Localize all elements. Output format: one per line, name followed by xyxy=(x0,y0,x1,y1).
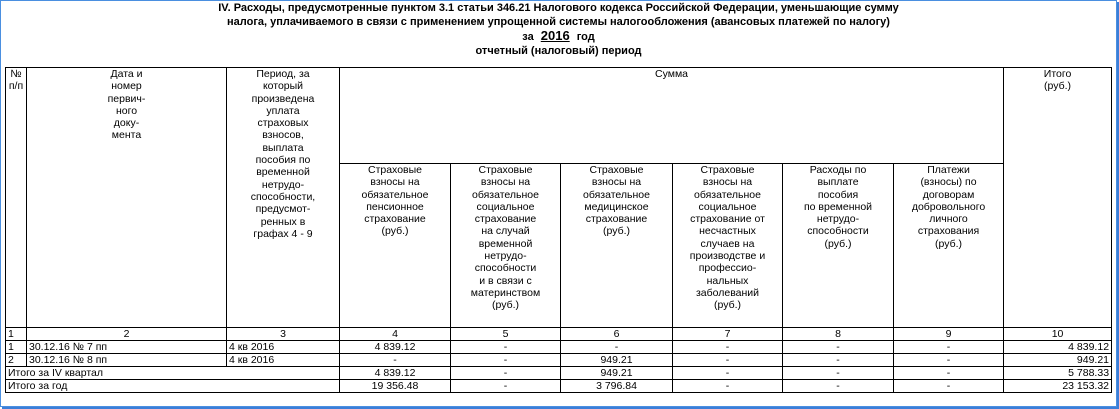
heading-line-2: налога, уплачиваемого в связи с применением упрощенной системы налогообложения (авансовых платежей по налогу) xyxy=(227,15,890,28)
row-period: 4 кв 2016 xyxy=(227,354,340,367)
column-number: 7 xyxy=(673,328,783,341)
year-suffix: год xyxy=(576,31,595,43)
header-period: Период, за который произведена уплата страховых взносов, выплата пособия по временной нетрудо- способности, предусмот- ренных в графах 4 - 9 xyxy=(227,68,340,328)
quarter-total-row xyxy=(6,367,1112,380)
column-number: 9 xyxy=(894,328,1004,341)
header-voluntary-insurance: Платежи (взносы) по договорам добровольного личного страхования (руб.) xyxy=(894,164,1004,328)
row-accident: - xyxy=(673,341,783,354)
row-total: 949.21 xyxy=(1004,354,1112,367)
header-sum: Сумма xyxy=(340,68,1004,164)
column-number: 3 xyxy=(227,328,340,341)
row-pension: 4 839.12 xyxy=(340,341,451,354)
row-voluntary: - xyxy=(894,341,1004,354)
column-number: 4 xyxy=(340,328,451,341)
row-pension: - xyxy=(340,354,451,367)
year-medical: 3 796.84 xyxy=(561,380,673,393)
heading-line-1: IV. Расходы, предусмотренные пунктом 3.1 статьи 346.21 Налогового кодекса Российской Федерации, уменьшающие сумму xyxy=(218,2,899,14)
expenses-table xyxy=(5,67,1112,393)
column-number: 8 xyxy=(783,328,894,341)
quarter-social: - xyxy=(451,367,561,380)
column-number: 5 xyxy=(451,328,561,341)
row-medical: - xyxy=(561,341,673,354)
header-doc-date: Дата и номер первич- ного доку- мента xyxy=(27,68,227,328)
table-row xyxy=(6,354,1112,367)
year-social: - xyxy=(451,380,561,393)
quarter-medical: 949.21 xyxy=(561,367,673,380)
column-number: 6 xyxy=(561,328,673,341)
column-number: 1 xyxy=(6,328,27,341)
column-number: 10 xyxy=(1004,328,1112,341)
year-voluntary: - xyxy=(894,380,1004,393)
row-num: 1 xyxy=(6,341,27,354)
column-number-row xyxy=(6,328,1112,341)
header-num: № п/п xyxy=(6,68,27,328)
year-accident: - xyxy=(673,380,783,393)
quarter-accident: - xyxy=(673,367,783,380)
row-social: - xyxy=(451,354,561,367)
header-medical: Страховые взносы на обязательное медицинское страхование (руб.) xyxy=(561,164,673,328)
row-doc: 30.12.16 № 7 пп xyxy=(27,341,227,354)
row-sick-benefit: - xyxy=(783,341,894,354)
header-accident: Страховые взносы на обязательное социальное страхование от несчастных случаев на производстве и профессио- нальных заболеваний (руб.) xyxy=(673,164,783,328)
quarter-pension: 4 839.12 xyxy=(340,367,451,380)
heading-year-line xyxy=(0,29,1117,45)
row-period: 4 кв 2016 xyxy=(227,341,340,354)
quarter-voluntary: - xyxy=(894,367,1004,380)
header-row-top xyxy=(6,68,1112,164)
row-social: - xyxy=(451,341,561,354)
header-social: Страховые взносы на обязательное социальное страхование на случай временной нетрудо- способности и в связи с материнством (руб.) xyxy=(451,164,561,328)
row-doc: 30.12.16 № 8 пп xyxy=(27,354,227,367)
year-total-row xyxy=(6,380,1112,393)
row-voluntary: - xyxy=(894,354,1004,367)
row-sick-benefit: - xyxy=(783,354,894,367)
header-pension: Страховые взносы на обязательное пенсионное страхование (руб.) xyxy=(340,164,451,328)
quarter-total-label: Итого за IV квартал xyxy=(6,367,340,380)
year-sick-benefit: - xyxy=(783,380,894,393)
year-prefix: за xyxy=(522,31,534,43)
row-accident: - xyxy=(673,354,783,367)
section-heading xyxy=(0,2,1117,58)
year-total-label: Итого за год xyxy=(6,380,340,393)
heading-line-4: отчетный (налоговый) период xyxy=(475,44,642,57)
table-row xyxy=(6,341,1112,354)
row-num: 2 xyxy=(6,354,27,367)
header-total: Итого (руб.) xyxy=(1004,68,1112,328)
year-value: 2016 xyxy=(540,28,570,43)
header-sick-benefit: Расходы по выплате пособия по временной нетрудо- способности (руб.) xyxy=(783,164,894,328)
quarter-total: 5 788.33 xyxy=(1004,367,1112,380)
row-medical: 949.21 xyxy=(561,354,673,367)
row-total: 4 839.12 xyxy=(1004,341,1112,354)
year-total: 23 153.32 xyxy=(1004,380,1112,393)
quarter-sick-benefit: - xyxy=(783,367,894,380)
year-pension: 19 356.48 xyxy=(340,380,451,393)
column-number: 2 xyxy=(27,328,227,341)
